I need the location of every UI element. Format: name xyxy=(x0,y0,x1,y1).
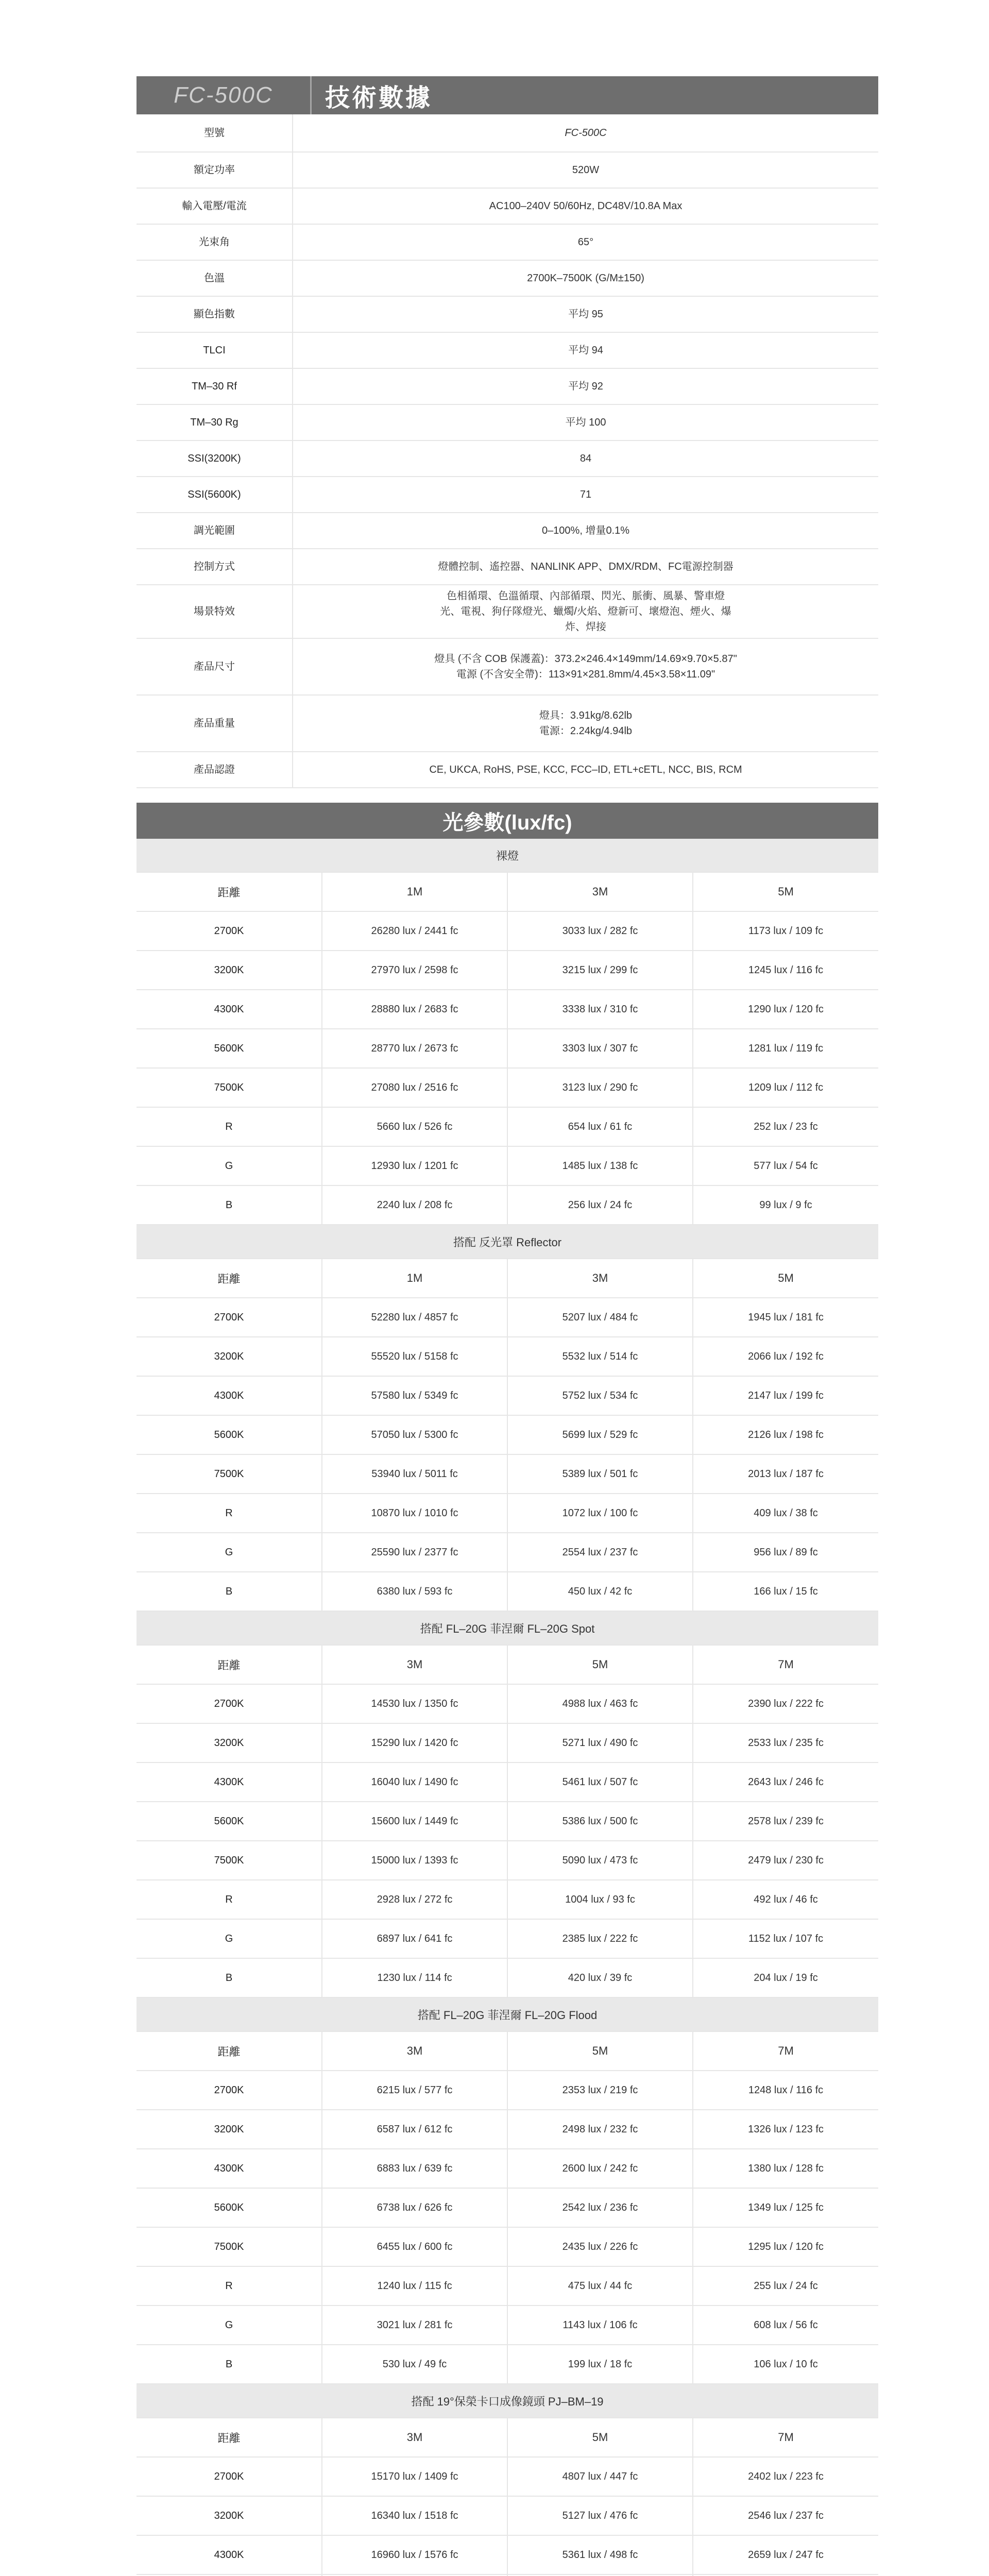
spec-label: 額定功率 xyxy=(137,152,293,188)
group-title: 搭配 FL–20G 菲涅爾 FL–20G Flood xyxy=(137,1997,878,2031)
distance-header: 7M xyxy=(693,1645,878,1684)
row-label: 4300K xyxy=(137,1762,322,1802)
measurement-cell: 5461 lux / 507 fc xyxy=(507,1762,693,1802)
measurement-cell: 1326 lux / 123 fc xyxy=(693,2110,878,2149)
spec-value xyxy=(293,188,878,224)
row-label: G xyxy=(137,1533,322,1572)
measurement-cell: 2479 lux / 230 fc xyxy=(693,1841,878,1880)
measurement-cell: 2643 lux / 246 fc xyxy=(693,1762,878,1802)
spec-value-line: 平均 95 xyxy=(568,309,603,320)
row-label: R xyxy=(137,2266,322,2306)
measurement-cell: 53940 lux / 5011 fc xyxy=(322,1454,507,1494)
measurement-cell: 5752 lux / 534 fc xyxy=(507,1376,693,1415)
row-label: 7500K xyxy=(137,1454,322,1494)
row-label: 3200K xyxy=(137,1337,322,1376)
row-label: 2700K xyxy=(137,1684,322,1723)
measurement-row xyxy=(137,951,878,990)
measurement-cell: 2928 lux / 272 fc xyxy=(322,1880,507,1919)
spec-value-line: 燈體控制、遙控器、NANLINK APP、DMX/RDM、FC電源控制器 xyxy=(438,561,734,572)
row-label: G xyxy=(137,1146,322,1185)
measurement-row xyxy=(137,2227,878,2266)
spec-row xyxy=(137,152,878,188)
measurement-row xyxy=(137,1723,878,1762)
spec-row xyxy=(137,332,878,368)
group-title-row xyxy=(137,1225,878,1259)
measurement-cell: 52280 lux / 4857 fc xyxy=(322,1298,507,1337)
distance-label: 距離 xyxy=(137,1259,322,1298)
distance-header: 1M xyxy=(322,872,507,911)
measurement-row xyxy=(137,1337,878,1376)
row-label: G xyxy=(137,2306,322,2345)
row-label: 5600K xyxy=(137,1415,322,1454)
measurement-cell: 2554 lux / 237 fc xyxy=(507,1533,693,1572)
spec-label: SSI(5600K) xyxy=(137,477,293,513)
group-title-row xyxy=(137,1611,878,1645)
measurement-cell: 1945 lux / 181 fc xyxy=(693,1298,878,1337)
spec-value xyxy=(293,152,878,188)
measurement-row xyxy=(137,1494,878,1533)
measurement-cell: 1209 lux / 112 fc xyxy=(693,1068,878,1107)
spec-value-line: 520W xyxy=(572,164,600,176)
distance-header: 1M xyxy=(322,1259,507,1298)
spec-label: 輸入電壓/電流 xyxy=(137,188,293,224)
measurement-cell: 16960 lux / 1576 fc xyxy=(322,2535,507,2574)
measurement-cell: 204 lux / 19 fc xyxy=(693,1958,878,1997)
spec-row xyxy=(137,224,878,260)
measurement-cell: 166 lux / 15 fc xyxy=(693,1572,878,1611)
measurement-cell: 255 lux / 24 fc xyxy=(693,2266,878,2306)
spec-value-line: 65° xyxy=(577,236,594,248)
spec-row xyxy=(137,549,878,585)
measurement-cell: 16340 lux / 1518 fc xyxy=(322,2496,507,2535)
measurement-cell: 2578 lux / 239 fc xyxy=(693,1802,878,1841)
measurement-cell: 1349 lux / 125 fc xyxy=(693,2188,878,2227)
measurement-row xyxy=(137,2110,878,2149)
measurement-row xyxy=(137,2345,878,2384)
measurement-cell: 1173 lux / 109 fc xyxy=(693,911,878,951)
distance-header: 3M xyxy=(322,2418,507,2457)
measurement-row xyxy=(137,1415,878,1454)
spec-value xyxy=(293,224,878,260)
group-title-row xyxy=(137,1997,878,2031)
measurement-cell: 6455 lux / 600 fc xyxy=(322,2227,507,2266)
measurement-cell: 1230 lux / 114 fc xyxy=(322,1958,507,1997)
measurement-cell: 1281 lux / 119 fc xyxy=(693,1029,878,1068)
measurement-cell: 6738 lux / 626 fc xyxy=(322,2188,507,2227)
measurement-row xyxy=(137,2496,878,2535)
spec-value xyxy=(293,477,878,513)
measurement-cell: 6215 lux / 577 fc xyxy=(322,2071,507,2110)
measurement-row xyxy=(137,1068,878,1107)
measurement-cell: 5660 lux / 526 fc xyxy=(322,1107,507,1146)
distance-label: 距離 xyxy=(137,2418,322,2457)
spec-row xyxy=(137,260,878,296)
measurement-cell: 2542 lux / 236 fc xyxy=(507,2188,693,2227)
measurement-cell: 1485 lux / 138 fc xyxy=(507,1146,693,1185)
measurement-row xyxy=(137,1762,878,1802)
measurement-cell: 256 lux / 24 fc xyxy=(507,1185,693,1225)
spec-value xyxy=(293,114,878,152)
measurement-row xyxy=(137,1684,878,1723)
row-label: B xyxy=(137,1185,322,1225)
measurement-cell: 5386 lux / 500 fc xyxy=(507,1802,693,1841)
measurement-cell: 3215 lux / 299 fc xyxy=(507,951,693,990)
measurement-row xyxy=(137,2535,878,2574)
measurement-cell: 12930 lux / 1201 fc xyxy=(322,1146,507,1185)
measurement-cell: 57050 lux / 5300 fc xyxy=(322,1415,507,1454)
spec-value xyxy=(293,260,878,296)
spec-label: 場景特效 xyxy=(137,585,293,638)
measurement-row xyxy=(137,2149,878,2188)
spec-value xyxy=(293,404,878,440)
measurement-cell: 2546 lux / 237 fc xyxy=(693,2496,878,2535)
measurement-cell: 6587 lux / 612 fc xyxy=(322,2110,507,2149)
row-label: R xyxy=(137,1107,322,1146)
measurement-cell: 475 lux / 44 fc xyxy=(507,2266,693,2306)
measurement-cell: 57580 lux / 5349 fc xyxy=(322,1376,507,1415)
spec-row xyxy=(137,296,878,332)
measurement-cell: 252 lux / 23 fc xyxy=(693,1107,878,1146)
measurement-cell: 5361 lux / 498 fc xyxy=(507,2535,693,2574)
measurement-row xyxy=(137,2071,878,2110)
measurement-cell: 27970 lux / 2598 fc xyxy=(322,951,507,990)
row-label: 5600K xyxy=(137,1029,322,1068)
measurement-row xyxy=(137,1880,878,1919)
measurement-cell: 2390 lux / 222 fc xyxy=(693,1684,878,1723)
row-label: B xyxy=(137,1958,322,1997)
measurement-cell: 1004 lux / 93 fc xyxy=(507,1880,693,1919)
spec-label: TM–30 Rg xyxy=(137,404,293,440)
spec-label: TLCI xyxy=(137,332,293,368)
measurement-cell: 5127 lux / 476 fc xyxy=(507,2496,693,2535)
measurement-cell: 15600 lux / 1449 fc xyxy=(322,1802,507,1841)
row-label: 2700K xyxy=(137,1298,322,1337)
measurement-row xyxy=(137,1454,878,1494)
measurement-row xyxy=(137,1376,878,1415)
row-label: 4300K xyxy=(137,990,322,1029)
measurement-cell: 577 lux / 54 fc xyxy=(693,1146,878,1185)
spec-value-line: 2700K–7500K (G/M±150) xyxy=(527,273,644,284)
row-label: 3200K xyxy=(137,1723,322,1762)
measurement-row xyxy=(137,1533,878,1572)
distance-header: 7M xyxy=(693,2418,878,2457)
measurement-cell: 5699 lux / 529 fc xyxy=(507,1415,693,1454)
row-label: B xyxy=(137,2345,322,2384)
spec-label: 產品重量 xyxy=(137,695,293,752)
row-label: 4300K xyxy=(137,2535,322,2574)
spec-row xyxy=(137,477,878,513)
group-title-row xyxy=(137,2384,878,2418)
measurement-cell: 2435 lux / 226 fc xyxy=(507,2227,693,2266)
measurement-cell: 15000 lux / 1393 fc xyxy=(322,1841,507,1880)
measurement-cell: 2126 lux / 198 fc xyxy=(693,1415,878,1454)
spec-value xyxy=(293,440,878,477)
distance-header: 3M xyxy=(322,2031,507,2071)
light-params-table xyxy=(137,839,878,2576)
measurement-row xyxy=(137,2306,878,2345)
group-title: 裸燈 xyxy=(137,839,878,872)
measurement-row xyxy=(137,1107,878,1146)
distance-label: 距離 xyxy=(137,1645,322,1684)
measurement-cell: 16040 lux / 1490 fc xyxy=(322,1762,507,1802)
spec-value-line: 84 xyxy=(579,453,592,464)
spec-sheet xyxy=(137,76,878,2576)
measurement-cell: 1143 lux / 106 fc xyxy=(507,2306,693,2345)
spec-table xyxy=(137,114,878,788)
spec-value xyxy=(293,638,878,695)
spec-value-line: 色相循環、色溫循環、內部循環、閃光、脈衝、風暴、警車燈光、電視、狗仔隊燈光、蠟燭/火焰、燈新可、壞燈泡、煙火、爆炸、焊接 xyxy=(440,590,731,633)
measurement-cell: 5207 lux / 484 fc xyxy=(507,1298,693,1337)
distance-header: 5M xyxy=(507,1645,693,1684)
spec-label: 產品認證 xyxy=(137,752,293,788)
measurement-cell: 1295 lux / 120 fc xyxy=(693,2227,878,2266)
row-label: 7500K xyxy=(137,1841,322,1880)
measurement-cell: 1380 lux / 128 fc xyxy=(693,2149,878,2188)
distance-header-row xyxy=(137,2031,878,2071)
row-label: 2700K xyxy=(137,911,322,951)
measurement-cell: 1290 lux / 120 fc xyxy=(693,990,878,1029)
measurement-cell: 608 lux / 56 fc xyxy=(693,2306,878,2345)
spec-row xyxy=(137,752,878,788)
spec-value xyxy=(293,695,878,752)
spec-value xyxy=(293,368,878,404)
spec-value-line: 燈具：3.91kg/8.62lb xyxy=(539,710,633,721)
measurement-cell: 6897 lux / 641 fc xyxy=(322,1919,507,1958)
measurement-cell: 5271 lux / 490 fc xyxy=(507,1723,693,1762)
measurement-row xyxy=(137,2457,878,2496)
measurement-cell: 2533 lux / 235 fc xyxy=(693,1723,878,1762)
measurement-cell: 409 lux / 38 fc xyxy=(693,1494,878,1533)
row-label: 2700K xyxy=(137,2457,322,2496)
measurement-cell: 530 lux / 49 fc xyxy=(322,2345,507,2384)
row-label: 3200K xyxy=(137,2496,322,2535)
spec-label: 產品尺寸 xyxy=(137,638,293,695)
measurement-cell: 3303 lux / 307 fc xyxy=(507,1029,693,1068)
measurement-cell: 2240 lux / 208 fc xyxy=(322,1185,507,1225)
measurement-row xyxy=(137,1841,878,1880)
row-label: 3200K xyxy=(137,2110,322,2149)
measurement-cell: 2066 lux / 192 fc xyxy=(693,1337,878,1376)
spec-value xyxy=(293,752,878,788)
spec-row xyxy=(137,404,878,440)
measurement-cell: 2498 lux / 232 fc xyxy=(507,2110,693,2149)
measurement-cell: 55520 lux / 5158 fc xyxy=(322,1337,507,1376)
measurement-row xyxy=(137,1029,878,1068)
measurement-cell: 26280 lux / 2441 fc xyxy=(322,911,507,951)
spec-value-line: AC100–240V 50/60Hz, DC48V/10.8A Max xyxy=(489,200,683,212)
measurement-cell: 10870 lux / 1010 fc xyxy=(322,1494,507,1533)
measurement-cell: 4988 lux / 463 fc xyxy=(507,1684,693,1723)
row-label: 4300K xyxy=(137,1376,322,1415)
measurement-cell: 5389 lux / 501 fc xyxy=(507,1454,693,1494)
distance-header-row xyxy=(137,2418,878,2457)
distance-header-row xyxy=(137,1645,878,1684)
row-label: 5600K xyxy=(137,1802,322,1841)
spec-label: TM–30 Rf xyxy=(137,368,293,404)
row-label: B xyxy=(137,1572,322,1611)
measurement-cell: 99 lux / 9 fc xyxy=(693,1185,878,1225)
group-title: 搭配 19°保榮卡口成像鏡頭 PJ–BM–19 xyxy=(137,2384,878,2418)
measurement-row xyxy=(137,1572,878,1611)
measurement-row xyxy=(137,990,878,1029)
group-title: 搭配 反光罩 Reflector xyxy=(137,1225,878,1259)
measurement-cell: 2147 lux / 199 fc xyxy=(693,1376,878,1415)
spec-value-line: 燈具 (不含 COB 保護蓋)：373.2×246.4×149mm/14.69×9.70×5.87" xyxy=(434,653,737,665)
distance-header-row xyxy=(137,872,878,911)
spec-label: 顯色指數 xyxy=(137,296,293,332)
measurement-cell: 27080 lux / 2516 fc xyxy=(322,1068,507,1107)
spec-row xyxy=(137,513,878,549)
measurement-row xyxy=(137,1958,878,1997)
measurement-cell: 6883 lux / 639 fc xyxy=(322,2149,507,2188)
page-title: 技術數據 xyxy=(325,84,433,112)
spec-row xyxy=(137,585,878,638)
group-title: 搭配 FL–20G 菲涅爾 FL–20G Spot xyxy=(137,1611,878,1645)
spec-label: 色溫 xyxy=(137,260,293,296)
distance-header: 3M xyxy=(507,1259,693,1298)
distance-header: 7M xyxy=(693,2031,878,2071)
spec-label: 調光範圍 xyxy=(137,513,293,549)
row-label: R xyxy=(137,1880,322,1919)
measurement-cell: 956 lux / 89 fc xyxy=(693,1533,878,1572)
measurement-row xyxy=(137,2266,878,2306)
measurement-row xyxy=(137,2188,878,2227)
measurement-cell: 2353 lux / 219 fc xyxy=(507,2071,693,2110)
spec-value-line: 平均 92 xyxy=(568,381,603,392)
row-label: 2700K xyxy=(137,2071,322,2110)
measurement-cell: 15290 lux / 1420 fc xyxy=(322,1723,507,1762)
spec-value-line: FC-500C xyxy=(565,127,607,139)
measurement-cell: 25590 lux / 2377 fc xyxy=(322,1533,507,1572)
measurement-row xyxy=(137,1919,878,1958)
row-label: 4300K xyxy=(137,2149,322,2188)
measurement-cell: 492 lux / 46 fc xyxy=(693,1880,878,1919)
row-label: 3200K xyxy=(137,951,322,990)
spec-row xyxy=(137,114,878,152)
row-label: G xyxy=(137,1919,322,1958)
spec-value-line: 0–100%, 增量0.1% xyxy=(541,525,630,536)
measurement-cell: 1240 lux / 115 fc xyxy=(322,2266,507,2306)
row-label: 5600K xyxy=(137,2188,322,2227)
measurement-cell: 1248 lux / 116 fc xyxy=(693,2071,878,2110)
distance-header: 5M xyxy=(507,2031,693,2071)
measurement-cell: 14530 lux / 1350 fc xyxy=(322,1684,507,1723)
spec-label: 控制方式 xyxy=(137,549,293,585)
measurement-cell: 420 lux / 39 fc xyxy=(507,1958,693,1997)
spec-value xyxy=(293,332,878,368)
spec-value-line: 電源：2.24kg/4.94lb xyxy=(539,725,633,737)
measurement-cell: 1245 lux / 116 fc xyxy=(693,951,878,990)
measurement-cell: 2659 lux / 247 fc xyxy=(693,2535,878,2574)
light-params-title: 光參數(lux/fc) xyxy=(137,803,878,839)
spec-label: 型號 xyxy=(137,114,293,152)
measurement-cell: 654 lux / 61 fc xyxy=(507,1107,693,1146)
measurement-cell: 28880 lux / 2683 fc xyxy=(322,990,507,1029)
measurement-cell: 6380 lux / 593 fc xyxy=(322,1572,507,1611)
measurement-cell: 5090 lux / 473 fc xyxy=(507,1841,693,1880)
spec-value-line: 71 xyxy=(579,489,592,500)
spec-value-line: 平均 100 xyxy=(565,417,606,428)
measurement-cell: 3338 lux / 310 fc xyxy=(507,990,693,1029)
measurement-cell: 2600 lux / 242 fc xyxy=(507,2149,693,2188)
distance-header: 5M xyxy=(693,872,878,911)
measurement-cell: 15170 lux / 1409 fc xyxy=(322,2457,507,2496)
distance-header: 5M xyxy=(507,2418,693,2457)
spec-row xyxy=(137,638,878,695)
measurement-row xyxy=(137,1146,878,1185)
spec-row xyxy=(137,368,878,404)
distance-header: 3M xyxy=(507,872,693,911)
model-logo: FC-500C xyxy=(137,76,312,114)
measurement-cell: 2385 lux / 222 fc xyxy=(507,1919,693,1958)
distance-header: 5M xyxy=(693,1259,878,1298)
group-title-row xyxy=(137,839,878,872)
distance-header-row xyxy=(137,1259,878,1298)
spec-value-line: 電源 (不含安全帶)：113×91×281.8mm/4.45×3.58×11.09" xyxy=(456,669,715,680)
spec-value-line: 平均 94 xyxy=(568,345,603,356)
distance-label: 距離 xyxy=(137,2031,322,2071)
measurement-cell: 4807 lux / 447 fc xyxy=(507,2457,693,2496)
measurement-cell: 1152 lux / 107 fc xyxy=(693,1919,878,1958)
spec-row xyxy=(137,695,878,752)
measurement-cell: 5532 lux / 514 fc xyxy=(507,1337,693,1376)
measurement-cell: 1072 lux / 100 fc xyxy=(507,1494,693,1533)
measurement-row xyxy=(137,1185,878,1225)
spec-value xyxy=(293,513,878,549)
measurement-cell: 2402 lux / 223 fc xyxy=(693,2457,878,2496)
distance-header: 3M xyxy=(322,1645,507,1684)
measurement-cell: 450 lux / 42 fc xyxy=(507,1572,693,1611)
measurement-cell: 3033 lux / 282 fc xyxy=(507,911,693,951)
measurement-row xyxy=(137,1298,878,1337)
measurement-row xyxy=(137,1802,878,1841)
spec-value-line: CE, UKCA, RoHS, PSE, KCC, FCC–ID, ETL+cETL, NCC, BIS, RCM xyxy=(429,764,742,775)
spec-value xyxy=(293,585,878,638)
measurement-row xyxy=(137,911,878,951)
spec-row xyxy=(137,440,878,477)
spec-label: 光束角 xyxy=(137,224,293,260)
spec-value xyxy=(293,296,878,332)
row-label: 7500K xyxy=(137,1068,322,1107)
measurement-cell: 3021 lux / 281 fc xyxy=(322,2306,507,2345)
measurement-cell: 2013 lux / 187 fc xyxy=(693,1454,878,1494)
spec-value xyxy=(293,549,878,585)
spec-row xyxy=(137,188,878,224)
measurement-cell: 106 lux / 10 fc xyxy=(693,2345,878,2384)
distance-label: 距離 xyxy=(137,872,322,911)
row-label: R xyxy=(137,1494,322,1533)
header-bar xyxy=(137,76,878,114)
row-label: 7500K xyxy=(137,2227,322,2266)
measurement-cell: 199 lux / 18 fc xyxy=(507,2345,693,2384)
spec-label: SSI(3200K) xyxy=(137,440,293,477)
measurement-cell: 3123 lux / 290 fc xyxy=(507,1068,693,1107)
measurement-cell: 28770 lux / 2673 fc xyxy=(322,1029,507,1068)
